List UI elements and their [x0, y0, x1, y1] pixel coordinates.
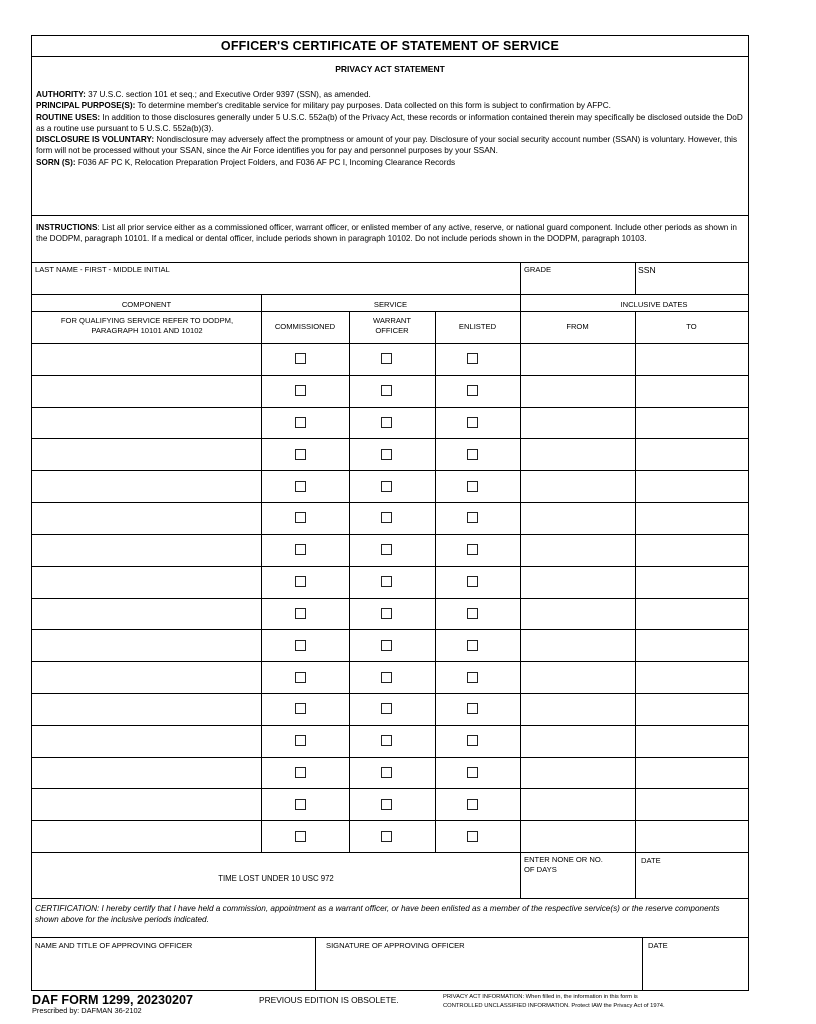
warrant-officer-checkbox[interactable] [381, 544, 392, 555]
divider [32, 852, 748, 853]
commissioned-checkbox[interactable] [295, 544, 306, 555]
warrant-officer-checkbox[interactable] [381, 417, 392, 428]
enlisted-checkbox[interactable] [467, 385, 478, 396]
component-input[interactable] [35, 537, 257, 563]
privacy-footer-line-1: PRIVACY ACT INFORMATION: When filled in, the information in this form is [443, 994, 638, 1000]
table-row [32, 757, 748, 789]
row-divider [32, 725, 748, 726]
commissioned-checkbox[interactable] [295, 640, 306, 651]
from-header: FROM [566, 322, 589, 331]
to-date-input[interactable] [638, 378, 745, 404]
from-date-input[interactable] [523, 473, 631, 499]
to-date-input[interactable] [638, 760, 745, 786]
divider [32, 937, 748, 938]
from-date-input[interactable] [523, 378, 631, 404]
approving-officer-input[interactable] [35, 954, 311, 986]
commissioned-checkbox[interactable] [295, 703, 306, 714]
row-divider [32, 757, 748, 758]
ssn-input[interactable] [638, 276, 746, 292]
component-input[interactable] [35, 696, 257, 722]
warrant-officer-checkbox[interactable] [381, 672, 392, 683]
row-divider [32, 820, 748, 821]
table-row [32, 502, 748, 534]
divider [520, 852, 521, 898]
warrant-officer-checkbox[interactable] [381, 735, 392, 746]
certification-text: CERTIFICATION: I hereby certify that I have held a commission, appointment as a warrant officer, or have been enlisted as a member of the respective service(s) or the reserve components shown above for the inclusive periods indicated. [35, 904, 720, 925]
from-date-input[interactable] [523, 537, 631, 563]
warrant-officer-checkbox[interactable] [381, 640, 392, 651]
table-row [32, 343, 748, 375]
purpose-text: To determine member's creditable service for military pay purposes. Data collected on this form is subject to confirmation by AFPC. [135, 101, 611, 111]
form-title: OFFICER'S CERTIFICATE OF STATEMENT OF SERVICE [220, 39, 560, 53]
instructions-text: : List all prior service either as a commissioned officer, warrant officer, or enlisted member of any active, reserve, or national guard component. Include other periods as shown in the DODPM, paragraph 10101. If a medical or dental officer, include periods shown in paragraph 10102. Do not include periods shown in the DODPM, paragraph 10103. [36, 223, 737, 243]
divider [520, 262, 521, 294]
approval-date-label: DATE [648, 941, 668, 950]
component-input[interactable] [35, 601, 257, 627]
routine-uses-text: In addition to those disclosures generally under 5 U.S.C. 552a(b) of the Privacy Act, these records or information contained therein may specifically be disclosed outside the DoD as a routine use pursuant to 5 U.S.C. 552a(b)(3). [36, 112, 743, 133]
enlisted-checkbox[interactable] [467, 799, 478, 810]
commissioned-checkbox[interactable] [295, 735, 306, 746]
authority-label: AUTHORITY: [36, 90, 86, 99]
time-lost-date-label: DATE [641, 856, 661, 865]
to-date-input[interactable] [638, 537, 745, 563]
component-input[interactable] [35, 569, 257, 595]
table-row [32, 629, 748, 661]
component-input[interactable] [35, 791, 257, 817]
divider [635, 852, 636, 898]
enlisted-checkbox[interactable] [467, 767, 478, 778]
warrant-officer-checkbox[interactable] [381, 799, 392, 810]
table-row [32, 534, 748, 566]
to-date-input[interactable] [638, 505, 745, 531]
form-number: DAF FORM 1299, 20230207 [32, 993, 194, 1007]
row-divider [32, 438, 748, 439]
commissioned-checkbox[interactable] [295, 481, 306, 492]
table-row [32, 470, 748, 502]
from-date-input[interactable] [523, 664, 631, 690]
to-date-input[interactable] [638, 601, 745, 627]
signature-field[interactable] [319, 954, 638, 986]
table-row [32, 438, 748, 470]
enlisted-checkbox[interactable] [467, 417, 478, 428]
privacy-statement [36, 89, 744, 168]
enlisted-checkbox[interactable] [467, 608, 478, 619]
grade-label: GRADE [524, 265, 552, 274]
to-date-input[interactable] [638, 823, 745, 849]
divider [635, 262, 636, 294]
component-input[interactable] [35, 410, 257, 436]
component-subheader: FOR QUALIFYING SERVICE REFER TO DODPM, PARAGRAPH 10101 AND 10102 [60, 316, 234, 335]
privacy-footer-line-2: CONTROLLED UNCLASSIFIED INFORMATION. Protect IAW the Privacy Act of 1974. [443, 1003, 665, 1009]
warrant-officer-checkbox[interactable] [381, 481, 392, 492]
table-row [32, 598, 748, 630]
commissioned-checkbox[interactable] [295, 799, 306, 810]
instructions [36, 222, 742, 244]
row-divider [32, 566, 748, 567]
to-date-input[interactable] [638, 664, 745, 690]
warrant-officer-checkbox[interactable] [381, 385, 392, 396]
row-divider [32, 661, 748, 662]
enlisted-checkbox[interactable] [467, 735, 478, 746]
row-divider [32, 470, 748, 471]
commissioned-checkbox[interactable] [295, 353, 306, 364]
authority-text: 37 U.S.C. section 101 et seq.; and Executive Order 9397 (SSN), as amended. [85, 90, 371, 99]
ssn-label: SSN [638, 265, 656, 275]
instructions-label: INSTRUCTIONS [36, 223, 98, 232]
from-date-input[interactable] [523, 601, 631, 627]
service-header: SERVICE [373, 300, 408, 309]
enlisted-checkbox[interactable] [467, 512, 478, 523]
to-date-input[interactable] [638, 569, 745, 595]
table-row [32, 661, 748, 693]
row-divider [32, 788, 748, 789]
enlisted-checkbox[interactable] [467, 544, 478, 555]
from-date-input[interactable] [523, 505, 631, 531]
previous-edition-note: PREVIOUS EDITION IS OBSOLETE. [259, 995, 399, 1005]
table-row [32, 788, 748, 820]
component-input[interactable] [35, 664, 257, 690]
enlisted-checkbox[interactable] [467, 703, 478, 714]
component-input[interactable] [35, 505, 257, 531]
from-date-input[interactable] [523, 410, 631, 436]
enlisted-header: ENLISTED [458, 322, 497, 331]
warrant-officer-checkbox[interactable] [381, 831, 392, 842]
approval-date-input[interactable] [646, 954, 746, 986]
enlisted-checkbox[interactable] [467, 449, 478, 460]
table-row [32, 566, 748, 598]
divider [642, 937, 643, 990]
from-date-input[interactable] [523, 569, 631, 595]
from-date-input[interactable] [523, 728, 631, 754]
commissioned-checkbox[interactable] [295, 417, 306, 428]
row-divider [32, 629, 748, 630]
privacy-act-heading: PRIVACY ACT STATEMENT [335, 64, 445, 74]
inclusive-dates-header: INCLUSIVE DATES [620, 300, 688, 309]
name-input[interactable] [35, 276, 515, 292]
table-row [32, 693, 748, 725]
disclosure-label: DISCLOSURE IS VOLUNTARY: [36, 135, 155, 145]
time-lost-label: TIME LOST UNDER 10 USC 972 [218, 874, 334, 883]
divider [32, 262, 748, 263]
to-date-input[interactable] [638, 346, 745, 372]
days-input[interactable] [524, 876, 630, 894]
commissioned-checkbox[interactable] [295, 512, 306, 523]
row-divider [32, 693, 748, 694]
warrant-officer-checkbox[interactable] [381, 767, 392, 778]
form-frame [31, 35, 749, 991]
component-input[interactable] [35, 346, 257, 372]
signature-label: SIGNATURE OF APPROVING OFFICER [326, 941, 465, 950]
component-input[interactable] [35, 378, 257, 404]
row-divider [32, 534, 748, 535]
enlisted-checkbox[interactable] [467, 481, 478, 492]
commissioned-header: COMMISSIONED [274, 322, 336, 331]
enlisted-checkbox[interactable] [467, 353, 478, 364]
from-date-input[interactable] [523, 441, 631, 467]
warrant-officer-checkbox[interactable] [381, 608, 392, 619]
row-divider [32, 375, 748, 376]
to-date-input[interactable] [638, 410, 745, 436]
component-header: COMPONENT [121, 300, 172, 309]
commissioned-checkbox[interactable] [295, 831, 306, 842]
warrant-officer-checkbox[interactable] [381, 449, 392, 460]
enlisted-checkbox[interactable] [467, 640, 478, 651]
divider [32, 898, 748, 899]
name-label: LAST NAME - FIRST - MIDDLE INITIAL [35, 265, 170, 274]
divider [315, 937, 316, 990]
component-input[interactable] [35, 441, 257, 467]
enlisted-checkbox[interactable] [467, 672, 478, 683]
to-date-input[interactable] [638, 791, 745, 817]
routine-uses-label: ROUTINE USES: [36, 112, 101, 122]
commissioned-checkbox[interactable] [295, 608, 306, 619]
from-date-input[interactable] [523, 823, 631, 849]
warrant-officer-checkbox[interactable] [381, 512, 392, 523]
warrant-officer-checkbox[interactable] [381, 353, 392, 364]
enlisted-checkbox[interactable] [467, 576, 478, 587]
table-row [32, 725, 748, 757]
commissioned-checkbox[interactable] [295, 672, 306, 683]
component-input[interactable] [35, 473, 257, 499]
warrant-officer-checkbox[interactable] [381, 703, 392, 714]
component-input[interactable] [35, 823, 257, 849]
sorn-label: SORN (S): [36, 157, 76, 167]
from-date-input[interactable] [523, 791, 631, 817]
from-date-input[interactable] [523, 696, 631, 722]
prescribed-by: Prescribed by: DAFMAN 36-2102 [32, 1006, 142, 1015]
time-lost-date-input[interactable] [638, 876, 746, 894]
grade-input[interactable] [524, 276, 630, 292]
commissioned-checkbox[interactable] [295, 767, 306, 778]
component-input[interactable] [35, 760, 257, 786]
from-date-input[interactable] [523, 632, 631, 658]
purpose-label: PRINCIPAL PURPOSE(S): [36, 101, 136, 111]
commissioned-checkbox[interactable] [295, 449, 306, 460]
component-input[interactable] [35, 728, 257, 754]
divider [32, 311, 748, 312]
warrant-officer-checkbox[interactable] [381, 576, 392, 587]
table-row [32, 820, 748, 852]
divider [32, 56, 748, 57]
to-date-input[interactable] [638, 473, 745, 499]
row-divider [32, 502, 748, 503]
enlisted-checkbox[interactable] [467, 831, 478, 842]
to-header: TO [686, 322, 697, 331]
from-date-input[interactable] [523, 346, 631, 372]
to-date-input[interactable] [638, 696, 745, 722]
component-input[interactable] [35, 632, 257, 658]
table-row [32, 407, 748, 439]
divider [32, 294, 748, 295]
none-or-days-label: ENTER NONE OR NO. OF DAYS [524, 855, 603, 874]
row-divider [32, 407, 748, 408]
to-date-input[interactable] [638, 441, 745, 467]
commissioned-checkbox[interactable] [295, 576, 306, 587]
commissioned-checkbox[interactable] [295, 385, 306, 396]
from-date-input[interactable] [523, 760, 631, 786]
sorn-text: F036 AF PC K, Relocation Preparation Project Folders, and F036 AF PC I, Incoming Clearance Records [75, 157, 456, 167]
to-date-input[interactable] [638, 632, 745, 658]
disclosure-text: Nondisclosure may adversely affect the promptness or amount of your pay. Disclosure of your social security account number (SSAN) is voluntary. However, this form will not be processed without your SSAN, since the Air Force identifies you for pay and personnel purposes by your SSAN. [36, 135, 738, 156]
to-date-input[interactable] [638, 728, 745, 754]
warrant-officer-header: WARRANT OFFICER [372, 316, 412, 335]
row-divider [32, 598, 748, 599]
divider [32, 215, 748, 216]
approving-officer-label: NAME AND TITLE OF APPROVING OFFICER [35, 941, 193, 950]
table-row [32, 375, 748, 407]
